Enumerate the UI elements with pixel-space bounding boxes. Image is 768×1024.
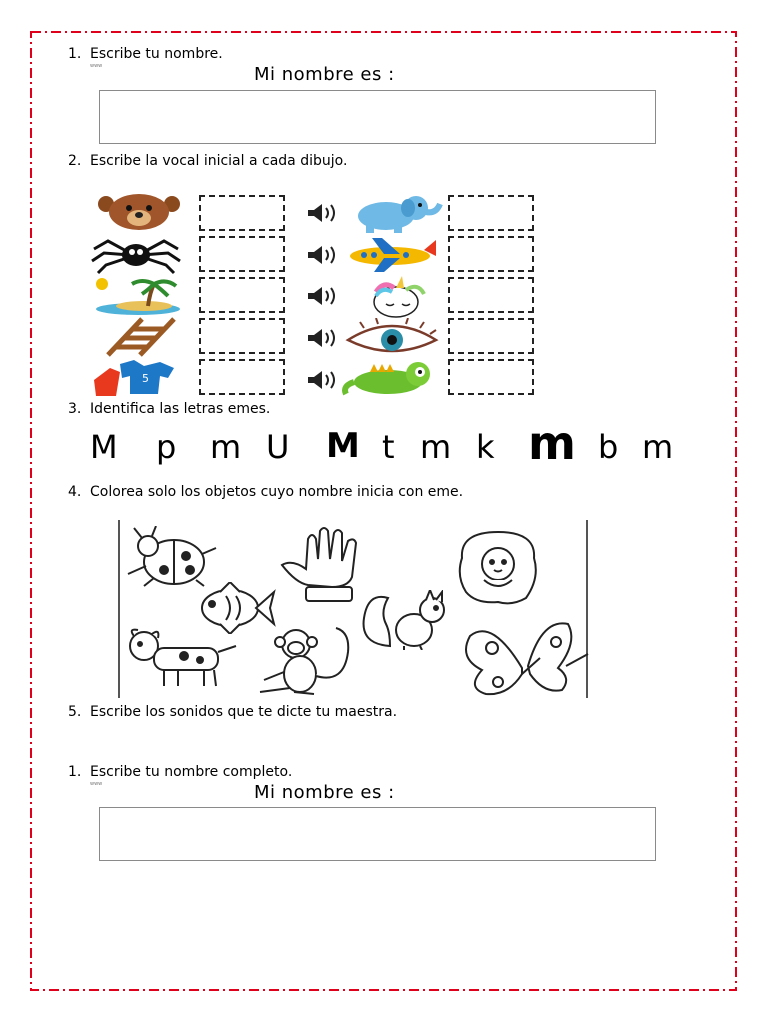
letter[interactable]: U [266,428,290,466]
answer-box[interactable] [448,236,534,272]
letter[interactable]: M [326,426,360,466]
name-label: Mi nombre es : [254,782,395,803]
letter[interactable]: p [156,428,177,466]
question-number: 2. [68,153,82,169]
answer-box[interactable] [448,195,534,231]
name-input-box[interactable] [99,90,656,144]
letter[interactable]: t [382,428,395,466]
question-text: Escribe tu nombre. [90,46,223,62]
question-number: 3. [68,401,82,417]
letter[interactable]: m [642,428,674,466]
bear-icon [92,192,186,238]
speaker-icon[interactable] [306,245,340,269]
question-2 [68,153,347,169]
speaker-icon[interactable] [306,286,340,310]
airplane-icon [344,236,440,278]
question-4 [68,484,463,500]
dog-icon[interactable] [124,626,240,694]
answer-box[interactable] [448,318,534,354]
letter[interactable]: b [598,428,619,466]
doll-icon[interactable] [452,528,546,612]
speaker-icon[interactable] [306,203,340,227]
question-6 [68,764,292,780]
question-5 [68,704,397,720]
answer-box[interactable] [448,277,534,313]
letter[interactable]: k [476,428,495,466]
question-number: 1. [68,46,82,62]
answer-box[interactable] [199,195,285,231]
speaker-icon[interactable] [306,328,340,352]
question-text: Colorea solo los objetos cuyo nombre inicia con eme. [90,484,464,500]
monkey-icon[interactable] [254,626,364,702]
name-label: Mi nombre es : [254,64,395,85]
elephant-icon [344,192,444,238]
spider-icon [90,235,182,279]
island-icon [90,276,186,320]
small-mark: www [90,781,103,787]
question-3 [68,401,270,417]
iguana-icon [340,356,440,402]
letter[interactable]: M [90,428,118,466]
speaker-icon[interactable] [306,370,340,394]
answer-box[interactable] [199,359,285,395]
question-text: Escribe la vocal inicial a cada dibujo. [90,153,348,169]
question-number: 1. [68,764,82,780]
question-text: Identifica las letras emes. [90,401,271,417]
letter[interactable]: m [420,428,452,466]
letter[interactable]: m [528,416,576,470]
answer-box[interactable] [199,277,285,313]
name-input-box[interactable] [99,807,656,861]
butterfly-icon[interactable] [462,618,592,702]
ladder-icon [100,317,184,361]
answer-box[interactable] [199,318,285,354]
small-mark: www [90,63,103,69]
unicorn-icon [346,276,442,322]
answer-box[interactable] [448,359,534,395]
answer-box[interactable] [199,236,285,272]
question-text: Escribe los sonidos que te dicte tu maestra. [90,704,398,720]
question-number: 5. [68,704,82,720]
squirrel-icon[interactable] [360,590,452,654]
question-number: 4. [68,484,82,500]
letters-row [88,416,688,474]
shirt-icon [90,358,186,402]
letter[interactable]: m [210,428,242,466]
svg-text:5: 5 [142,372,149,385]
question-text: Escribe tu nombre completo. [90,764,293,780]
question-1 [68,46,223,62]
